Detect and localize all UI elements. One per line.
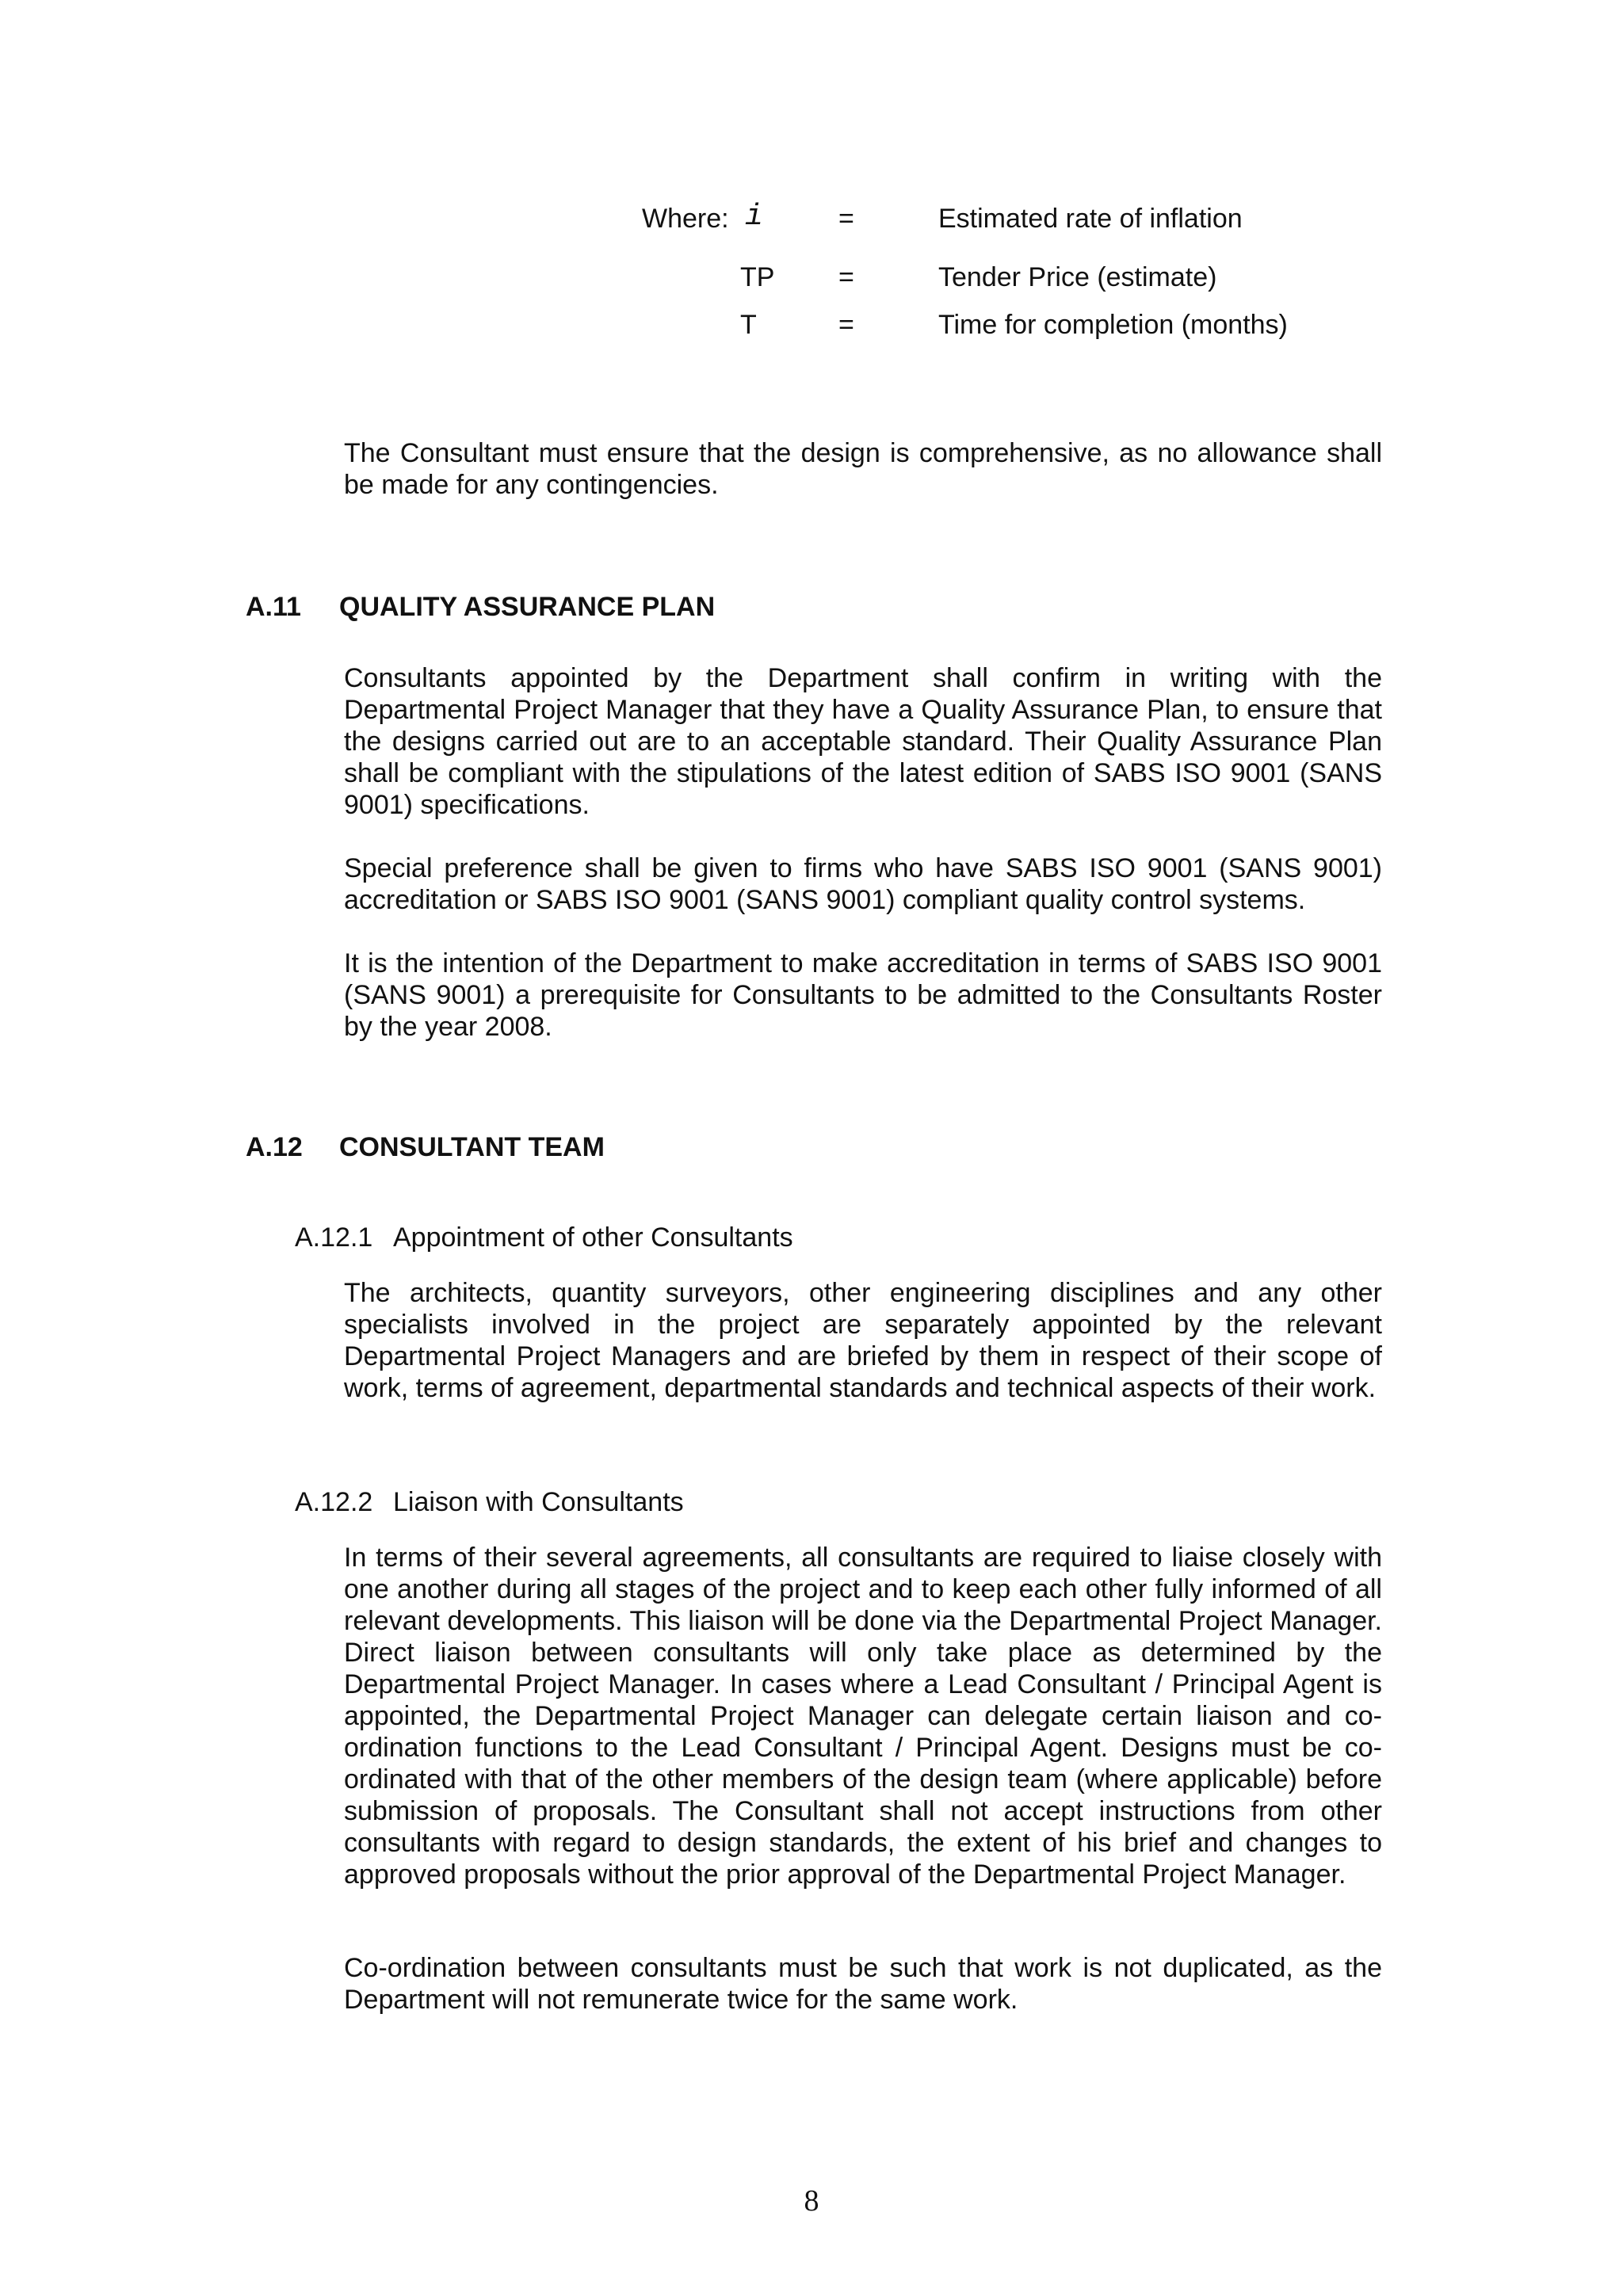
a11-paragraph-2: Special preference shall be given to firms who have SABS ISO 9001 (SANS 9001) accreditation or SABS ISO 9001 (SANS 9001) compliant quality control systems.	[344, 853, 1382, 915]
definition-equals: =	[838, 310, 854, 340]
a11-paragraph-1: Consultants appointed by the Department shall confirm in writing with the Departmental Project Manager that they have a Quality Assurance Plan, to ensure that the designs carried out are to an acceptable standard. Their Quality Assurance Plan shall be compliant with the stipulations of the latest edition of SABS ISO 9001 (SANS 9001) specifications.	[344, 663, 1382, 820]
section-heading-a12	[246, 1131, 605, 1163]
page-number: 8	[804, 2184, 819, 2218]
intro-paragraph: The Consultant must ensure that the design is comprehensive, as no allowance shall be made for any contingencies.	[344, 438, 1382, 500]
where-label: Where:	[642, 204, 729, 234]
a12-2-paragraph-2: Co-ordination between consultants must be such that work is not duplicated, as the Department will not remunerate twice for the same work.	[344, 1953, 1382, 2015]
definition-meaning: Time for completion (months)	[938, 310, 1288, 340]
subsection-number: A.12.2	[295, 1487, 373, 1517]
section-title: CONSULTANT TEAM	[339, 1132, 605, 1162]
section-heading-a11	[246, 591, 715, 623]
definition-symbol: TP	[740, 262, 775, 292]
section-number: A.11	[246, 592, 301, 622]
subsection-heading-a12-2	[295, 1486, 684, 1518]
definition-equals: =	[838, 204, 854, 234]
definition-symbol: i	[745, 200, 763, 234]
subsection-title: Liaison with Consultants	[393, 1487, 684, 1517]
a12-1-paragraph-1: The architects, quantity surveyors, other engineering disciplines and any other specialists involved in the project are separately appointed by the relevant Departmental Project Managers and are briefed by them in respect of their scope of work, terms of agreement, departmental standards and technical aspects of their work.	[344, 1278, 1382, 1403]
section-title: QUALITY ASSURANCE PLAN	[339, 592, 716, 622]
a11-paragraph-3: It is the intention of the Department to make accreditation in terms of SABS ISO 9001 (SANS 9001) a prerequisite for Consultants to be admitted to the Consultants Roster by the year 2008.	[344, 948, 1382, 1042]
definition-equals: =	[838, 262, 854, 292]
subsection-number: A.12.1	[295, 1222, 373, 1253]
subsection-title: Appointment of other Consultants	[393, 1222, 793, 1253]
a12-2-paragraph-1: In terms of their several agreements, all consultants are required to liaise closely with one another during all stages of the project and to keep each other fully informed of all relevant developments. This liaison will be done via the Departmental Project Manager. Direct liaison between consultants will only take place as determined by the Departmental Project Manager. In cases where a Lead Consultant / Principal Agent is appointed, the Departmental Project Manager can delegate certain liaison and co-ordination functions to the Lead Consultant / Principal Agent. Designs must be co-ordinated with that of the other members of the design team (where applicable) before submission of proposals. The Consultant shall not accept instructions from other consultants with regard to design standards, the extent of his brief and changes to approved proposals without the prior approval of the Departmental Project Manager.	[344, 1543, 1382, 1890]
section-number: A.12	[246, 1132, 303, 1162]
definition-symbol: T	[740, 310, 757, 340]
definition-meaning: Tender Price (estimate)	[938, 262, 1217, 292]
subsection-heading-a12-1	[295, 1222, 793, 1253]
definition-meaning: Estimated rate of inflation	[938, 204, 1243, 234]
